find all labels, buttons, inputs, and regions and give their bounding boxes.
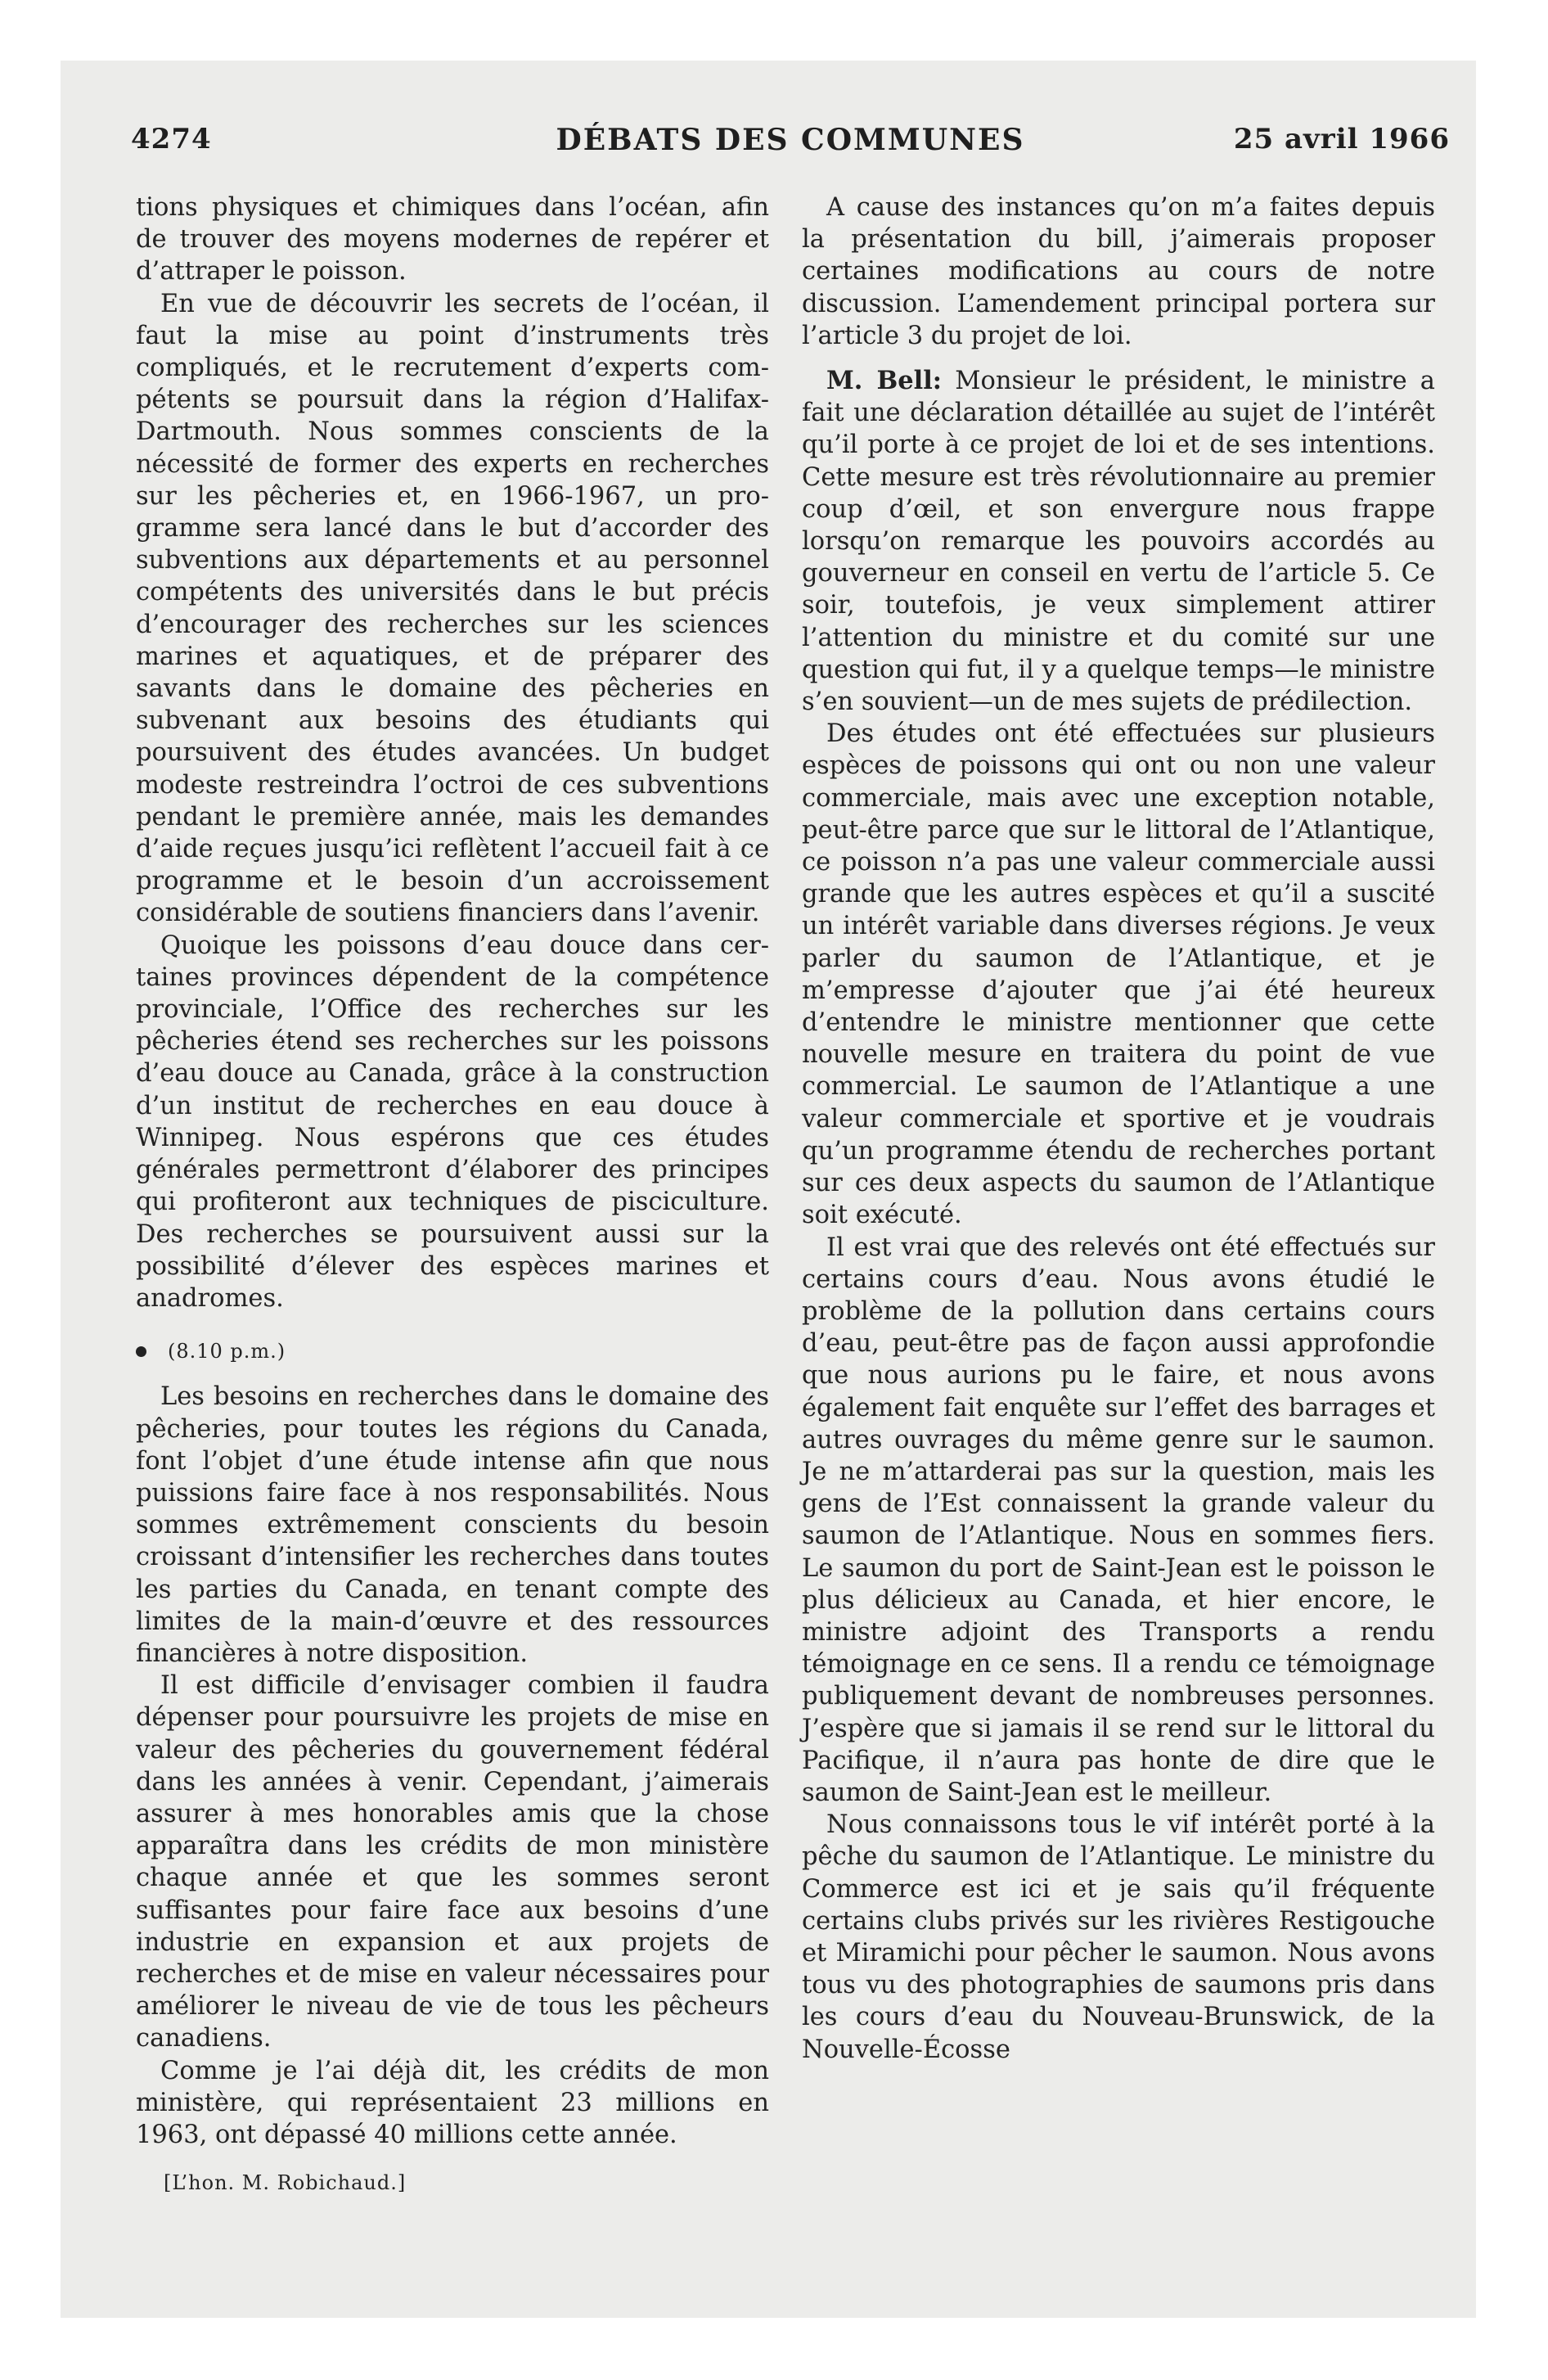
paragraph: Comme je l’ai déjà dit, les crédits de mon ministère, qui représentaient 23 millions en 1963, ont dépassé 40 millions cette année.	[136, 2056, 769, 2149]
speaker-reference: [L’hon. M. Robichaud.]	[164, 2171, 407, 2195]
speaker-name: M. Bell:	[826, 366, 943, 396]
paragraph	[802, 365, 1435, 718]
paragraph: tions physiques et chimiques dans l’océan, afin de trouver des moyens modernes de repérer et d’attraper le poisson.	[136, 193, 769, 286]
page-number: 4274	[131, 123, 212, 156]
page-header	[131, 123, 1450, 172]
paragraph: Les besoins en recherches dans le domaine des pêcheries, pour toutes les régions du Canada, font l’objet d’une étude intense afin que nous puissions faire face à nos responsabilités. Nous sommes extrêmement conscients du besoin croissant d’intensifier les recherches dans toutes les parties du Canada, en tenant compte des limites de la main-d’œuvre et des ressources financières à notre disposition.	[136, 1382, 769, 1668]
paragraph: Il est vrai que des relevés ont été effectués sur certains cours d’eau. Nous avons étudié le problème de la pollution dans certains cours d’eau, peut-être pas de façon aussi approfondie que nous aurions pu le faire, et nous avons également fait enquête sur l’effet des barrages et autres ouvrages du même genre sur le saumon. Je ne m’attarderai pas sur la question, mais les gens de l’Est connaissent la grande valeur du saumon de l’Atlantique. Nous en sommes fiers. Le saumon du port de Saint-Jean est le poisson le plus délicieux au Canada, et hier encore, le ministre adjoint des Transports a rendu témoignage en ce sens. Il a rendu ce témoignage publiquement devant de nombreuses personnes. J’espère que si jamais il se rend sur le littoral du Pacifique, il n’aura pas honte de dire que le saumon de Saint-Jean est le meilleur.	[802, 1233, 1435, 1807]
running-title: DÉBATS DES COMMUNES	[556, 123, 1025, 157]
paragraph: Nous connaissons tous le vif intérêt porté à la pêche du saumon de l’Atlantique. Le ministre du Commerce est ici et je sais qu’il fréquente certains clubs privés sur les rivières Restigouche et Miramichi pour pêcher le saumon. Nous avons tous vu des photographies de saumons pris dans les cours d’eau du Nouveau-Brunswick, de la Nouvelle-Écosse	[802, 1810, 1435, 2064]
paragraph: Quoique les poissons d’eau douce dans certaines provinces dépendent de la compétence provinciale, l’Office des recherches sur les pêcheries étend ses recherches sur les poissons d’eau douce au Canada, grâce à la construction d’un institut de recherches en eau douce à Winnipeg. Nous espérons que ces études générales permettront d’élaborer des principes qui profiteront aux techniques de pisciculture. Des recherches se poursuivent aussi sur la possibilité d’élever des espèces marines et anadromes.	[136, 931, 769, 1313]
left-column	[136, 192, 769, 2199]
paragraph-text: Monsieur le président, le ministre a fait une déclaration détaillée au sujet de l’intérêt qu’il porte à ce projet de loi et de ses intentions. Cette mesure est très révolutionnaire au premier coup d’œil, et son envergure nous frappe lorsqu’on remarque les pouvoirs accordés au gouverneur en conseil en vertu de l’article 5. Ce soir, toutefois, je veux simplement attirer l’attention du ministre et du comité sur une question qui fut, il y a quelque temps—le ministre s’en souvient—un de mes sujets de prédilection.	[802, 367, 1435, 717]
page-date: 25 avril 1966	[1233, 123, 1450, 156]
paragraph: En vue de découvrir les secrets de l’océan, il faut la mise au point d’instruments très compliqués, et le recrutement d’experts compétents se poursuit dans la région d’Halifax-Dartmouth. Nous sommes conscients de la nécessité de former des experts en recherches sur les pêcheries et, en 1966-1967, un programme sera lancé dans le but d’accorder des subventions aux départements et au personnel compétents des universités dans le but précis d’encourager des recherches sur les sciences marines et aquatiques, et de préparer des savants dans le domaine des pêcheries en subvenant aux besoins des étudiants qui poursuivent des études avancées. Un budget modeste restreindra l’octroi de ces subventions pendant le première année, mais les demandes d’aide reçues jusqu’ici reflètent l’accueil fait à ce programme et le besoin d’un accroissement considérable de soutiens financiers dans l’avenir.	[136, 289, 769, 928]
time-marker	[136, 1336, 769, 1368]
paragraph: Des études ont été effectuées sur plusieurs espèces de poissons qui ont ou non une valeur commerciale, mais avec une exception notable, peut-être parce que sur le littoral de l’Atlantique, ce poisson n’a pas une valeur commerciale aussi grande que les autres espèces et qu’il a suscité un intérêt variable dans diverses régions. Je veux parler du saumon de l’Atlantique, et je m’empresse d’ajouter que j’ai été heureux d’entendre le ministre mentionner que cette nouvelle mesure en traitera du point de vue commercial. Le saumon de l’Atlantique a une valeur commerciale et sportive et je voudrais qu’un programme étendu de recherches portant sur ces deux aspects du saumon de l’Atlantique soit exécuté.	[802, 719, 1435, 1230]
paragraph: A cause des instances qu’on m’a faites depuis la présentation du bill, j’aimerais proposer certaines modifications au cours de notre discussion. L’amendement principal portera sur l’article 3 du projet de loi.	[802, 193, 1435, 350]
paragraph: Il est difficile d’envisager combien il faudra dépenser pour poursuivre les projets de mise en valeur des pêcheries du gouvernement fédéral dans les années à venir. Cependant, j’aimerais assurer à mes honorables amis que la chose apparaîtra dans les crédits de mon ministère chaque année et que les sommes seront suffisantes pour faire face aux besoins d’une industrie en expansion et aux projets de recherches et de mise en valeur nécessaires pour améliorer le niveau de vie de tous les pêcheurs canadiens.	[136, 1671, 769, 2053]
bullet-icon	[136, 1346, 146, 1357]
right-column	[802, 192, 1435, 2066]
time-text: (8.10 p.m.)	[168, 1340, 286, 1364]
